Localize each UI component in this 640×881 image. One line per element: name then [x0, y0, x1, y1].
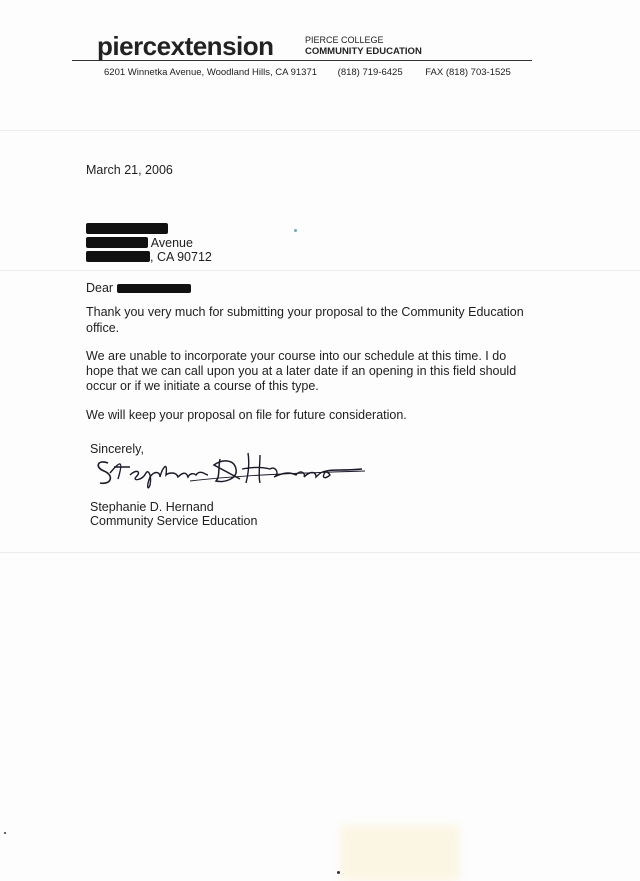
salutation: [86, 281, 191, 296]
letterhead-fax: FAX (818) 703-1525: [425, 67, 511, 78]
body-line: office.: [86, 321, 120, 335]
piercextension-logo: piercextension: [97, 31, 274, 61]
redaction-bar: [117, 284, 191, 293]
recipient-street-line: [86, 236, 193, 251]
paper-crease: [0, 130, 640, 131]
signer-name: Stephanie D. Hernand: [90, 500, 214, 514]
redaction-bar: [86, 237, 148, 248]
college-line-2: COMMUNITY EDUCATION: [305, 46, 422, 57]
paper-fold: [0, 552, 640, 553]
body-line: Thank you very much for submitting your proposal to the Community Education: [86, 305, 524, 319]
scan-speck: [337, 871, 340, 874]
handwritten-signature: [90, 445, 370, 495]
recipient-name-line: [86, 222, 168, 237]
recipient-street-suffix: Avenue: [150, 236, 193, 250]
letterhead-contact: [104, 67, 511, 78]
recipient-city-line: [86, 250, 212, 265]
letterhead-address: 6201 Winnetka Avenue, Woodland Hills, CA 91371: [104, 67, 318, 78]
letterhead-rule: [72, 60, 532, 61]
redaction-bar: [86, 251, 150, 262]
scan-speck: [4, 832, 6, 834]
body-line: hope that we can call upon you at a later date if an opening in this field should: [86, 364, 517, 378]
paper-stain: [340, 825, 460, 881]
redaction-bar: [86, 223, 168, 234]
body-line: We are unable to incorporate your course into our schedule at this time. I do: [86, 349, 507, 363]
college-line-1: PIERCE COLLEGE: [305, 35, 384, 45]
recipient-city-suffix: , CA 90712: [150, 250, 212, 264]
valediction: Sincerely,: [90, 442, 144, 456]
body-line: We will keep your proposal on file for future consideration.: [86, 408, 407, 422]
body-line: occur or if we initiate a course of this type.: [86, 379, 319, 393]
letterhead-phone: (818) 719-6425: [337, 67, 403, 78]
signer-title: Community Service Education: [90, 514, 258, 528]
college-name: [305, 35, 422, 57]
scan-speck: [294, 229, 297, 232]
letter-date: March 21, 2006: [86, 163, 173, 177]
paper-crease: [0, 270, 640, 271]
salutation-word: Dear: [86, 281, 114, 295]
